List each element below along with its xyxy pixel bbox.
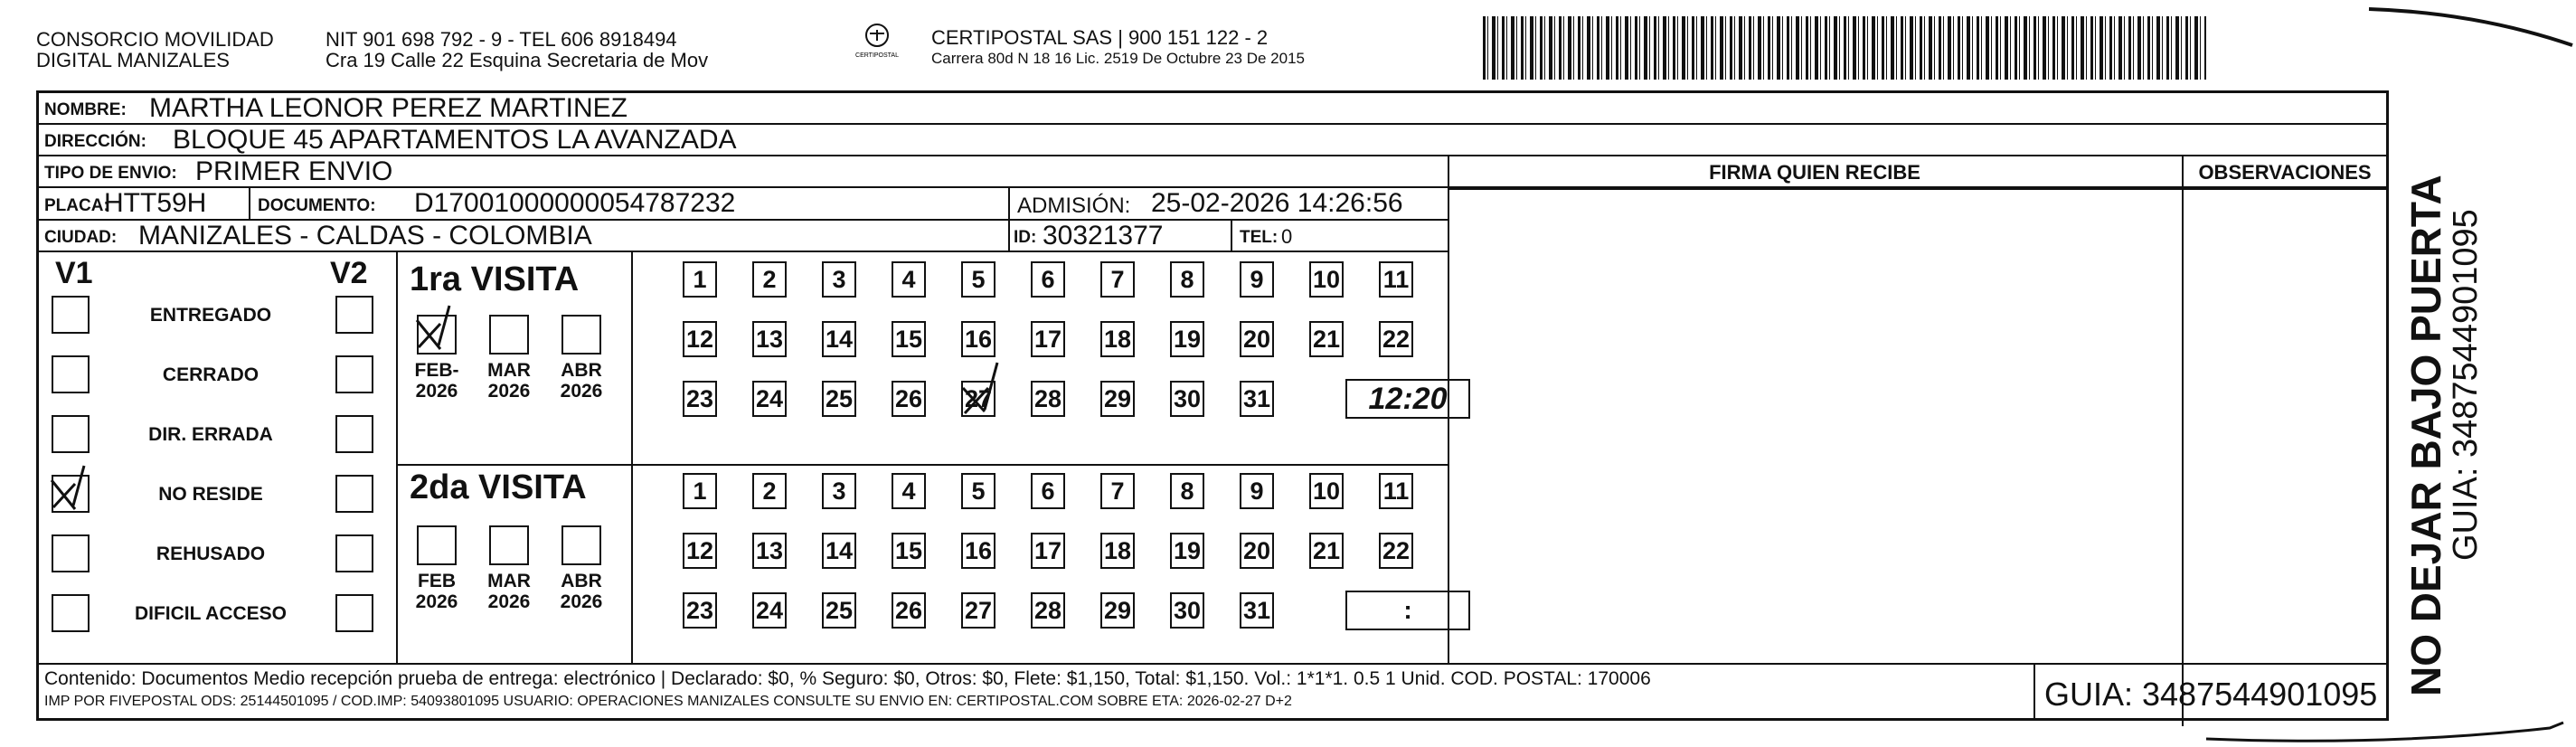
visit2-day-box[interactable]: 22	[1379, 533, 1413, 569]
status-v1-checkbox[interactable]	[52, 594, 90, 632]
status-label: NO RESIDE	[158, 484, 263, 505]
visit2-day-box[interactable]: 15	[892, 533, 926, 569]
direccion-value: BLOQUE 45 APARTAMENTOS LA AVANZADA	[173, 125, 737, 155]
certipostal-logo	[855, 23, 899, 59]
contenido-text: Contenido: Documentos Medio recepción prueba de entrega: electrónico | Declarado: $0, % Seguro: $0, Otros: $0, Flete: $1,150, Total: $1,150. Vol.: 1*1*1. 0.5 1 Unid. COD. POSTAL: 170006	[44, 668, 1651, 689]
status-v1-checkbox[interactable]	[52, 296, 90, 334]
side-guia: GUIA: 3487544901095	[2447, 209, 2485, 561]
visit1-day-box[interactable]: 5	[961, 261, 995, 298]
visit1-month-checkbox[interactable]	[561, 315, 601, 355]
visit1-day-box[interactable]: 27	[961, 381, 995, 417]
visit1-day-box[interactable]: 4	[892, 261, 926, 298]
visit1-day-box[interactable]: 23	[683, 381, 717, 417]
status-v1-checkbox[interactable]	[52, 534, 90, 572]
visit1-month-checkbox[interactable]	[489, 315, 529, 355]
visit1-time-box[interactable]: 12:20	[1345, 379, 1470, 419]
visit2-day-box[interactable]: 14	[822, 533, 856, 569]
visit1-day-box[interactable]: 8	[1170, 261, 1204, 298]
visit1-day-box[interactable]: 31	[1240, 381, 1274, 417]
visit1-day-box[interactable]: 14	[822, 321, 856, 357]
observaciones-area[interactable]	[2184, 190, 2384, 662]
visit1-month-label: FEB- 2026	[414, 360, 459, 402]
visit1-month-checkbox[interactable]	[417, 315, 457, 355]
nombre-row: NOMBRE: MARTHA LEONOR PEREZ MARTINEZ	[39, 93, 2386, 125]
visit1-day-box[interactable]: 19	[1170, 321, 1204, 357]
visit1-day-box[interactable]: 6	[1031, 261, 1065, 298]
visita2-title: 2da VISITA	[410, 468, 587, 506]
visit2-day-box[interactable]: 7	[1100, 473, 1135, 509]
visit2-day-box[interactable]: 31	[1240, 592, 1274, 629]
direccion-row: DIRECCIÓN: BLOQUE 45 APARTAMENTOS LA AVANZADA	[39, 125, 2386, 156]
visit1-day-box[interactable]: 15	[892, 321, 926, 357]
visit1-day-box[interactable]: 30	[1170, 381, 1204, 417]
status-v1-checkbox[interactable]	[52, 475, 90, 513]
visit2-day-box[interactable]: 30	[1170, 592, 1204, 629]
visit1-day-box[interactable]: 16	[961, 321, 995, 357]
visit2-day-box[interactable]: 1	[683, 473, 717, 509]
status-v1-checkbox[interactable]	[52, 415, 90, 453]
visit2-month-label: FEB 2026	[415, 571, 458, 612]
status-label: CERRADO	[162, 364, 259, 385]
visit1-day-box[interactable]: 7	[1100, 261, 1135, 298]
visit1-day-box[interactable]: 20	[1240, 321, 1274, 357]
documento-value: D17001000000054787232	[414, 188, 736, 218]
visit2-day-box[interactable]: 2	[752, 473, 787, 509]
observaciones-header: OBSERVACIONES	[2198, 161, 2372, 184]
tipo-envio-row: TIPO DE ENVIO: PRIMER ENVIO	[39, 156, 2386, 188]
visit1-month-label: MAR 2026	[487, 360, 531, 402]
check-mark-icon	[48, 464, 102, 518]
visit1-day-box[interactable]: 12	[683, 321, 717, 357]
visit2-time-box[interactable]: :	[1345, 591, 1470, 630]
visit2-day-box[interactable]: 20	[1240, 533, 1274, 569]
status-v2-checkbox[interactable]	[335, 415, 373, 453]
visit2-day-box[interactable]: 29	[1100, 592, 1135, 629]
visit2-day-box[interactable]: 24	[752, 592, 787, 629]
visit2-month-checkbox[interactable]	[417, 525, 457, 565]
visit2-day-box[interactable]: 17	[1031, 533, 1065, 569]
status-v2-checkbox[interactable]	[335, 534, 373, 572]
visit2-day-box[interactable]: 11	[1379, 473, 1413, 509]
visit2-day-box[interactable]: 3	[822, 473, 856, 509]
visit2-day-box[interactable]: 28	[1031, 592, 1065, 629]
placa-row: PLACA: HTT59H DOCUMENTO: D17001000000054787232 ADMISIÓN: 25-02-2026 14:26:56	[39, 188, 1449, 221]
visit2-day-box[interactable]: 8	[1170, 473, 1204, 509]
imp-text: IMP POR FIVEPOSTAL ODS: 25144501095 / COD.IMP: 54093801095 USUARIO: OPERACIONES MANIZALES CONSULTE SU ENVIO EN: CERTIPOSTAL.COM SOBRE ETA: 2026-02-27 D+2	[44, 694, 1292, 709]
visit2-day-box[interactable]: 23	[683, 592, 717, 629]
visit2-month-checkbox[interactable]	[561, 525, 601, 565]
visit1-day-box[interactable]: 11	[1379, 261, 1413, 298]
visit2-day-box[interactable]: 16	[961, 533, 995, 569]
status-label: DIFICIL ACCESO	[134, 603, 287, 624]
day-mark-icon	[958, 361, 1003, 415]
visit2-day-box[interactable]: 21	[1309, 533, 1344, 569]
status-label: ENTREGADO	[149, 305, 272, 326]
status-v1-checkbox[interactable]	[52, 355, 90, 393]
visit2-day-box[interactable]: 27	[961, 592, 995, 629]
status-label: REHUSADO	[156, 544, 266, 564]
nombre-value: MARTHA LEONOR PEREZ MARTINEZ	[149, 93, 627, 123]
visit1-day-box[interactable]: 13	[752, 321, 787, 357]
admision-value: 25-02-2026 14:26:56	[1151, 188, 1403, 218]
visit2-day-box[interactable]: 26	[892, 592, 926, 629]
visit2-day-box[interactable]: 19	[1170, 533, 1204, 569]
visit1-day-box[interactable]: 10	[1309, 261, 1344, 298]
check-mark-icon	[413, 304, 467, 358]
visit1-day-box[interactable]: 17	[1031, 321, 1065, 357]
visit1-day-box[interactable]: 1	[683, 261, 717, 298]
visit1-day-box[interactable]: 24	[752, 381, 787, 417]
visit2-month-checkbox[interactable]	[489, 525, 529, 565]
tel-value: 0	[1281, 225, 1293, 248]
visit1-day-box[interactable]: 3	[822, 261, 856, 298]
visit1-day-box[interactable]: 18	[1100, 321, 1135, 357]
status-v2-checkbox[interactable]	[335, 475, 373, 513]
firma-header: FIRMA QUIEN RECIBE	[1709, 161, 1920, 184]
no-dejar-bajo-puerta: NO DEJAR BAJO PUERTA	[2402, 175, 2449, 696]
visit2-day-box[interactable]: 6	[1031, 473, 1065, 509]
status-v2-checkbox[interactable]	[335, 296, 373, 334]
sender-info: NIT 901 698 792 - 9 - TEL 606 8918494 Cra 19 Calle 22 Esquina Secretaria de Mov	[326, 28, 709, 71]
visit1-day-box[interactable]: 25	[822, 381, 856, 417]
status-v2-checkbox[interactable]	[335, 355, 373, 393]
visit1-day-box[interactable]: 29	[1100, 381, 1135, 417]
footer-guia: GUIA: 3487544901095	[2044, 676, 2378, 713]
visita1-title: 1ra VISITA	[410, 260, 580, 298]
visit1-day-box[interactable]: 9	[1240, 261, 1274, 298]
ciudad-value: MANIZALES - CALDAS - COLOMBIA	[138, 221, 592, 251]
status-v2-checkbox[interactable]	[335, 594, 373, 632]
visit2-month-label: MAR 2026	[487, 571, 531, 612]
firma-area[interactable]	[1449, 190, 2180, 662]
visit2-day-box[interactable]: 18	[1100, 533, 1135, 569]
visit2-day-box[interactable]: 5	[961, 473, 995, 509]
barcode	[1483, 16, 2206, 80]
placa-value: HTT59H	[104, 188, 207, 218]
company-name: CONSORCIO MOVILIDAD DIGITAL MANIZALES	[36, 28, 274, 71]
id-value: 30321377	[1043, 221, 1164, 251]
arrow-decoration	[2206, 719, 2568, 746]
visit2-day-box[interactable]: 10	[1309, 473, 1344, 509]
visit1-day-box[interactable]: 22	[1379, 321, 1413, 357]
visit1-day-box[interactable]: 28	[1031, 381, 1065, 417]
corner-decoration	[2369, 0, 2576, 54]
visit1-day-box[interactable]: 2	[752, 261, 787, 298]
visit2-day-box[interactable]: 4	[892, 473, 926, 509]
tipo-envio-value: PRIMER ENVIO	[195, 156, 393, 186]
visit2-day-box[interactable]: 25	[822, 592, 856, 629]
visit2-day-box[interactable]: 9	[1240, 473, 1274, 509]
v1-label: V1	[55, 256, 93, 290]
delivery-form	[36, 90, 2389, 721]
svg-text:CERTIPOSTAL: CERTIPOSTAL	[855, 52, 899, 59]
visit2-day-box[interactable]: 13	[752, 533, 787, 569]
carrier-info: CERTIPOSTAL SAS | 900 151 122 - 2 Carrera 80d N 18 16 Lic. 2519 De Octubre 23 De 2015	[931, 26, 1305, 67]
v2-label: V2	[330, 256, 368, 290]
visit1-day-box[interactable]: 21	[1309, 321, 1344, 357]
status-label: DIR. ERRADA	[148, 424, 273, 445]
ciudad-row: CIUDAD: MANIZALES - CALDAS - COLOMBIA ID: 30321377 TEL: 0	[39, 221, 1449, 252]
visit2-day-box[interactable]: 12	[683, 533, 717, 569]
visit1-month-label: ABR 2026	[560, 360, 603, 402]
visit2-month-label: ABR 2026	[560, 571, 603, 612]
visit1-day-box[interactable]: 26	[892, 381, 926, 417]
